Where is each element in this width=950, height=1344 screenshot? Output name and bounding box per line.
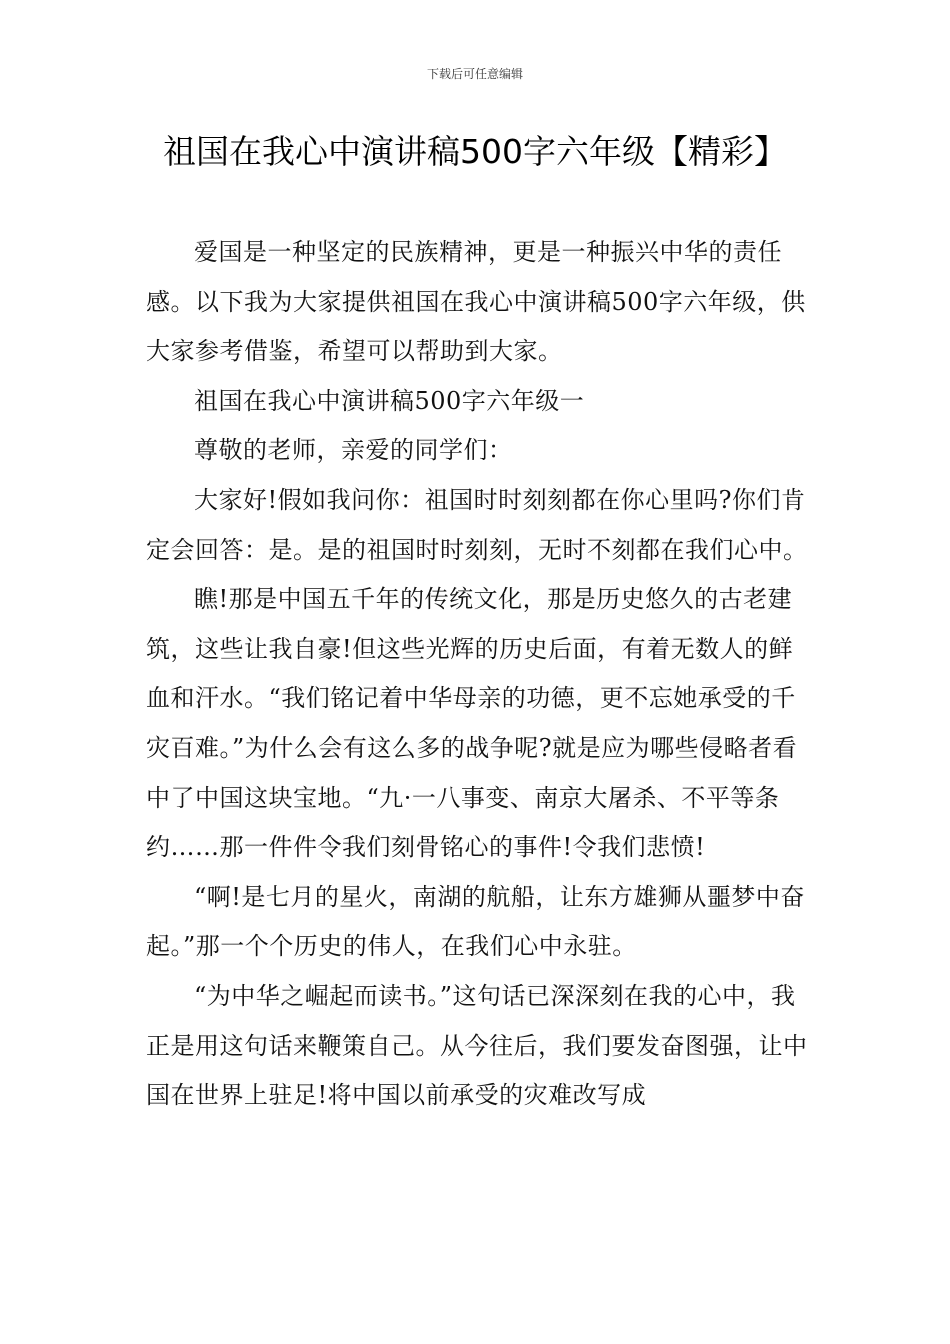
header-note: 下载后可任意编辑 (426, 67, 523, 81)
paragraph-intro: 爱国是一种坚定的民族精神，更是一种振兴中华的责任感。以下我为大家提供祖国在我心中演讲稿500字六年级，供大家参考借鉴，希望可以帮助到大家。 (146, 238, 806, 366)
paragraph-history: 瞧!那是中国五千年的传统文化，那是历史悠久的古老建筑，这些让我自豪!但这些光辉的历史后面，有着无数人的鲜血和汗水。“我们铭记着中华母亲的功德，更不忘她承受的千灾百难。”为什么会有这么多的战争呢?就是应为哪些侵略者看中了中国这块宝地。“九·一八事变、南京大屠杀、不平等条约……那一件件令我们刻骨铭心的事件!令我们悲愤! (146, 585, 798, 862)
paragraph-rise: “为中华之崛起而读书。”这句话已深深刻在我的心中，我正是用这句话来鞭策自己。从今往后，我们要发奋图强，让中国在世界上驻足!将中国以前承受的灾难改写成 (146, 981, 808, 1110)
document-title: 祖国在我心中演讲稿500字六年级【精彩】 (163, 132, 787, 171)
paragraph-greeting: 尊敬的老师，亲爱的同学们： (194, 436, 513, 465)
paragraph-question: 大家好!假如我问你：祖国时时刻刻都在你心里吗?你们肯定会回答：是。是的祖国时时刻刻，无时不刻都在我们心中。 (146, 485, 808, 564)
paragraph-star-fire: “啊!是七月的星火，南湖的航船，让东方雄狮从噩梦中奋起。”那一个个历史的伟人，在我们心中永驻。 (146, 882, 805, 961)
document-body (146, 228, 812, 1121)
paragraph-subtitle: 祖国在我心中演讲稿500字六年级一 (194, 386, 585, 415)
